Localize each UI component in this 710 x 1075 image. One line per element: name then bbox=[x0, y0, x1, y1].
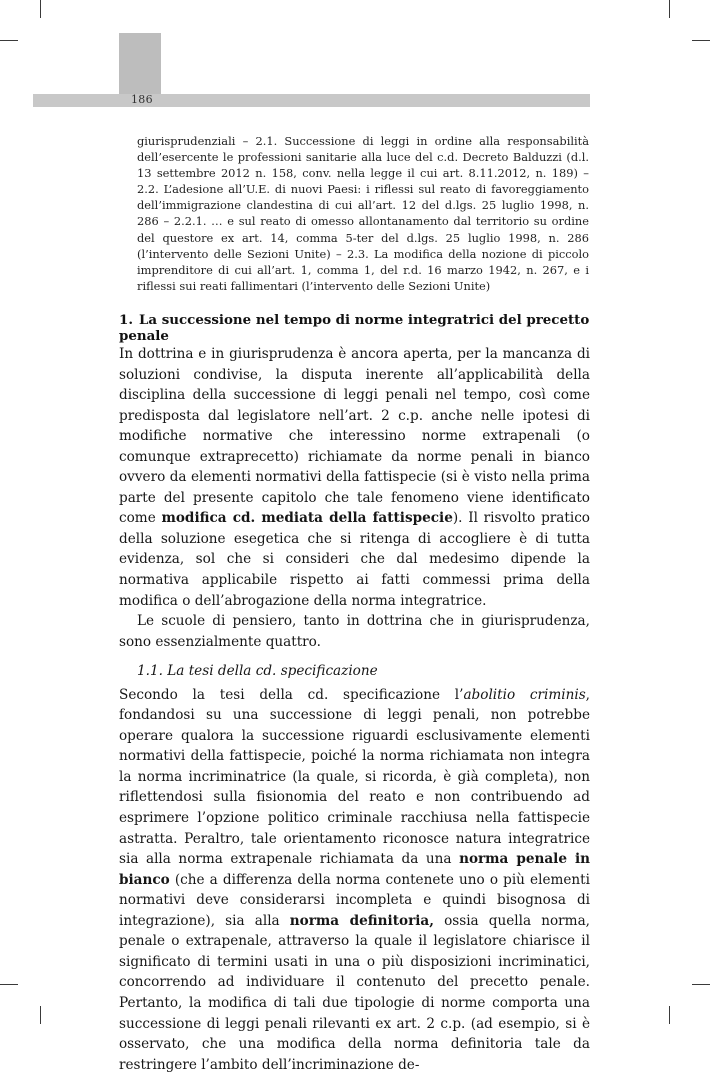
crop-mark-bottom-left-h bbox=[0, 984, 18, 985]
crop-mark-top-right-v bbox=[669, 0, 670, 18]
section-heading bbox=[119, 312, 599, 344]
bold-term: modifica cd. mediata della fattispecie bbox=[161, 510, 453, 527]
crop-mark-bottom-right-v bbox=[669, 1006, 670, 1024]
paragraph-text: ). Il risvolto pratico della soluzione esegetica che si ritenga di accogliere è di tutta evidenza, sol che si consideri che dal medesimo dipende la normativa applicabile rispetto ai fatti commessi prima della modifica o dell’abrogazione della norma integratrice. bbox=[119, 510, 590, 609]
header-bar bbox=[33, 94, 590, 107]
italic-term: abolitio criminis bbox=[463, 686, 586, 703]
paragraph bbox=[119, 344, 590, 611]
crop-mark-bottom-left-v bbox=[40, 1006, 41, 1024]
subsection-heading: 1.1. La tesi della cd. specificazione bbox=[137, 663, 378, 680]
bold-term: norma definitoria, bbox=[289, 912, 434, 929]
crop-mark-top-left-h bbox=[0, 40, 18, 41]
paragraph-text: ossia quella norma, penale o extrapenale, attraverso la quale il legislatore chiarisce il significato di termini usati in una o più disposizioni incriminatici, concorrendo ad individuare il contenuto del precetto penale. Pertanto, la modifica di tali due tipologie di norme comporta una successione di leggi penali rilevanti ex art. 2 c.p. (ad esempio, si è osservato, che una modifica della norma definitoria tale da restringere l’ambito dell’incriminazione de- bbox=[119, 912, 590, 1073]
page-number: 186 bbox=[131, 93, 153, 106]
crop-mark-bottom-right-h bbox=[692, 984, 710, 985]
crop-mark-top-right-h bbox=[692, 40, 710, 41]
paragraph bbox=[119, 685, 590, 1075]
paragraph-text: In dottrina e in giurisprudenza è ancora aperta, per la mancanza di soluzioni condivise, la disputa inerente all’applicabilità della disciplina della successione di leggi penali nel tempo, così come predisposta dal legislatore nell’art. 2 c.p. anche nelle ipotesi di modifiche normative che interessino norme extrapenali (o comunque extraprecetto) richiamate da norme penali in bianco ovvero da elementi normativi della fattispecie (si è visto nella prima parte del presente capitolo che tale fenomeno viene identificato come bbox=[119, 346, 590, 527]
section-title: La successione nel tempo di norme integratrici del precetto penale bbox=[119, 312, 590, 344]
paragraph-text: Secondo la tesi della cd. specificazione l’ bbox=[119, 686, 464, 703]
crop-mark-top-left-v bbox=[40, 0, 41, 18]
chapter-summary: giurisprudenziali – 2.1. Successione di leggi in ordine alla responsabilità dell’esercente le professioni sanitarie alla luce del c.d. Decreto Balduzzi (d.l. 13 settembre 2012 n. 158, conv. nella legge il cui art. 8.11.2012, n. 189) – 2.2. L’adesione all’U.E. di nuovi Paesi: i riflessi sul reato di favoreggiamento dell’immigrazione clandestina di cui all’art. 12 del d.lgs. 25 luglio 1998, n. 286 – 2.2.1. … e sul reato di omesso allontanamento dal territorio su ordine del questore ex art. 14, comma 5-ter del d.lgs. 25 luglio 1998, n. 286 (l’intervento delle Sezioni Unite) – 2.3. La modifica della nozione di piccolo imprenditore di cui all’art. 1, comma 1, del r.d. 16 marzo 1942, n. 267, e i riflessi sui reati fallimentari (l’intervento delle Sezioni Unite) bbox=[137, 134, 589, 293]
paragraph-text: , fondandosi su una successione di leggi penali, non potrebbe operare qualora la successione riguardi esclusivamente elementi normativi della fattispecie, poiché la norma richiamata non integra la norma incriminatrice (la quale, si ricorda, è già completa), non riflettendosi sulla fisionomia del reato e non contribuendo ad esprimere l’opzione politico criminale racchiusa nella fattispecie astratta. Peraltro, tale orientamento riconosce natura integratrice sia alla norma extrapenale richiamata da una bbox=[119, 686, 590, 868]
section-number: 1. bbox=[119, 312, 133, 328]
paragraph: Le scuole di pensiero, tanto in dottrina che in giurisprudenza, sono essenzialmente quattro. bbox=[119, 613, 590, 650]
bold-term: norma penale in bianco bbox=[119, 851, 590, 888]
paragraph-text: (che a differenza della norma contenete uno o più elementi normativi deve considerarsi incompleta e quindi bisognosa di integrazione), sia alla bbox=[119, 871, 590, 929]
body-text bbox=[119, 344, 590, 1075]
